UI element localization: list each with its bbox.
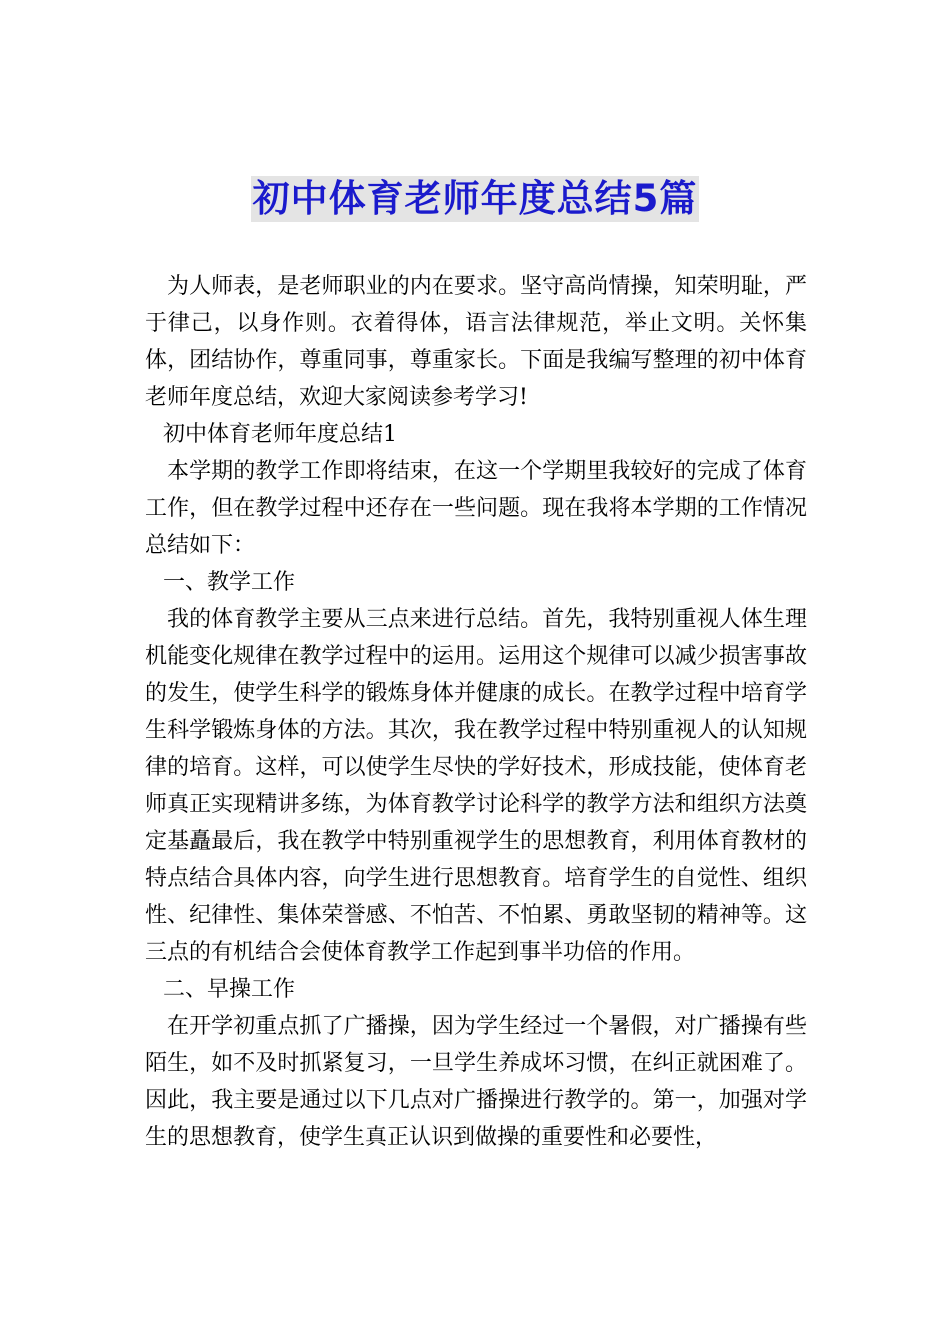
heading-morning-exercise: 二、早操工作 xyxy=(163,977,296,1002)
section-intro-paragraph: 本学期的教学工作即将结束，在这一个学期里我较好的完成了体育工作，但在教学过程中还存在一些问题。现在我将本学期的工作情况总结如下： xyxy=(145,459,807,558)
heading-teaching-work: 一、教学工作 xyxy=(163,570,296,595)
title-container xyxy=(0,176,950,222)
intro-paragraph: 为人师表，是老师职业的内在要求。坚守高尚情操，知荣明耻，严于律己，以身作则。衣着得体，语言法律规范，举止文明。关怀集体，团结协作，尊重同事，尊重家长。下面是我编写整理的初中体育老师年度总结，欢迎大家阅读参考学习! xyxy=(145,274,807,410)
document-body xyxy=(145,268,807,1156)
morning-exercise-paragraph: 在开学初重点抓了广播操，因为学生经过一个暑假，对广播操有些陌生，如不及时抓紧复习，一旦学生养成坏习惯，在纠正就困难了。因此，我主要是通过以下几点对广播操进行教学的。第一，加强对学生的思想教育，使学生真正认识到做操的重要性和必要性， xyxy=(145,1014,807,1150)
document-title: 初中体育老师年度总结5篇 xyxy=(252,177,698,220)
section-title: 初中体育老师年度总结1 xyxy=(163,422,397,447)
teaching-paragraph: 我的体育教学主要从三点来进行总结。首先，我特别重视人体生理机能变化规律在教学过程中的运用。运用这个规律可以减少损害事故的发生，使学生科学的锻炼身体并健康的成长。在教学过程中培育学生科学锻炼身体的方法。其次，我在教学过程中特别重视人的认知规律的培育。这样，可以使学生尽快的学好技术，形成技能，使体育老师真正实现精讲多练，为体育教学讨论科学的教学方法和组织方法奠定基矗最后，我在教学中特别重视学生的思想教育，利用体育教材的特点结合具体内容，向学生进行思想教育。培育学生的自觉性、组织性、纪律性、集体荣誉感、不怕苦、不怕累、勇敢坚韧的精神等。这三点的有机结合会使体育教学工作起到事半功倍的作用。 xyxy=(145,607,807,965)
